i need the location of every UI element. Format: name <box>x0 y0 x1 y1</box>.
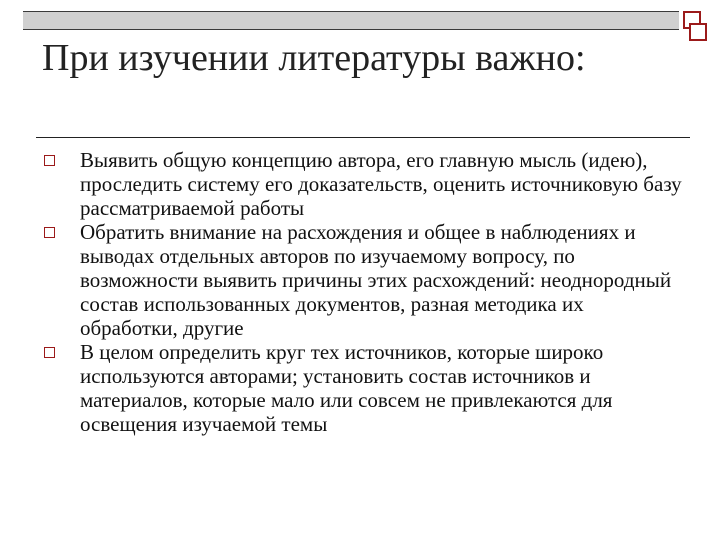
slide-title: При изучении литературы важно: <box>42 37 586 79</box>
bullet-text: В целом определить круг тех источников, которые широко используются авторами; установить состав источников и материалов, которые мало или совсем не привлекаются для освещения изучаемой темы <box>80 340 613 436</box>
bullet-list <box>42 148 682 436</box>
corner-square-icon-overlap <box>689 23 707 41</box>
bullet-item <box>42 220 682 340</box>
decorative-top-bar <box>23 11 679 30</box>
bullet-item <box>42 148 682 220</box>
square-bullet-icon <box>44 347 55 358</box>
square-bullet-icon <box>44 155 55 166</box>
square-bullet-icon <box>44 227 55 238</box>
title-divider <box>36 137 690 138</box>
bullet-text: Обратить внимание на расхождения и общее в наблюдениях и выводах отдельных авторов по изучаемому вопросу, по возможности выявить причины этих расхождений: неоднородный состав использованных документов, разная методика их обработки, другие <box>80 220 672 340</box>
bullet-text: Выявить общую концепцию автора, его главную мысль (идею), проследить систему его доказательств, оценить источниковую базу рассматриваемой работы <box>80 148 682 220</box>
bullet-item <box>42 340 682 436</box>
